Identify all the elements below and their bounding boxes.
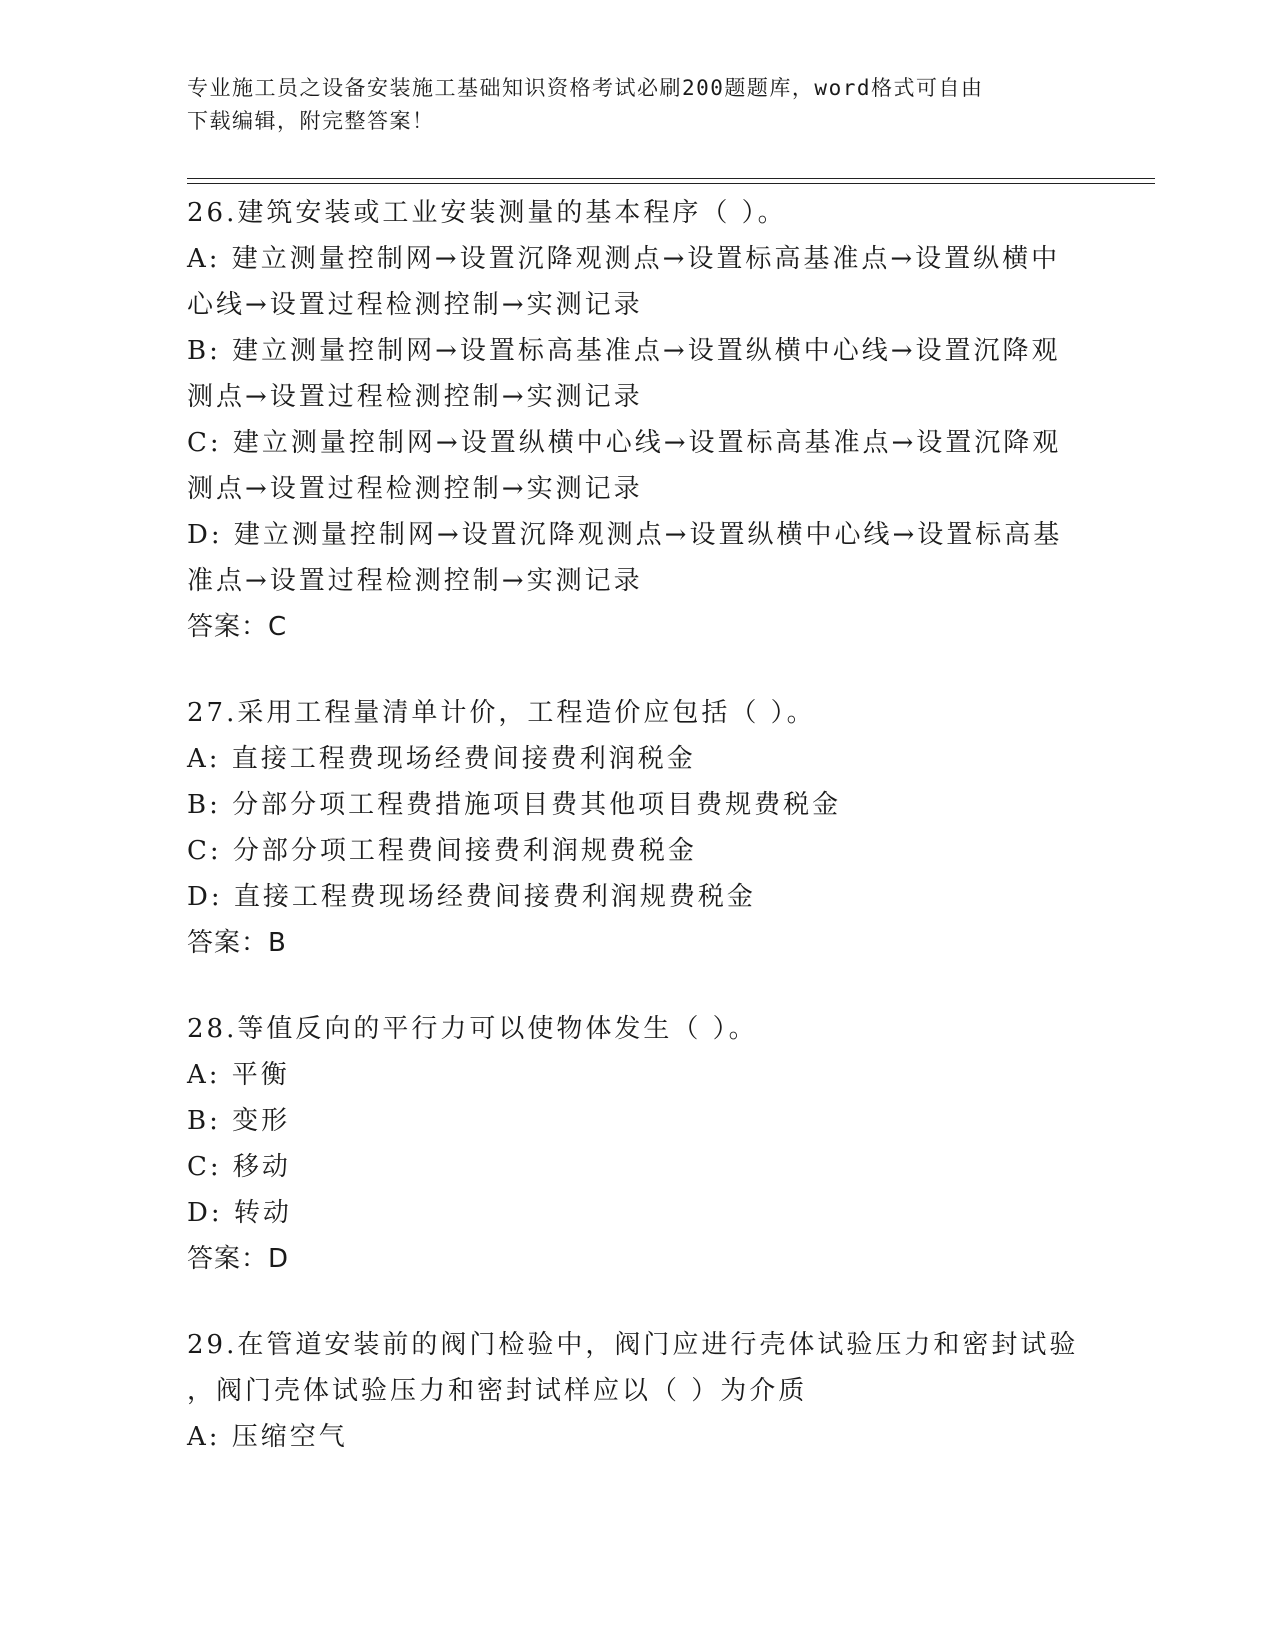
question-stem: 27.采用工程量清单计价，工程造价应包括（ ）。 — [187, 698, 816, 728]
option-line: A: 平衡 — [187, 1060, 290, 1090]
question-27 — [187, 690, 1087, 966]
option-line: A: 压缩空气 — [187, 1422, 348, 1452]
document-header — [187, 72, 1067, 138]
answer-line: 答案：B — [187, 928, 287, 958]
option-line: D: 转动 — [187, 1198, 292, 1228]
header-line-2: 下载编辑，附完整答案！ — [187, 109, 435, 133]
header-divider-top — [187, 178, 1155, 179]
question-stem: 28.等值反向的平行力可以使物体发生（ ）。 — [187, 1014, 758, 1044]
option-line: D: 建立测量控制网→设置沉降观测点→设置纵横中心线→设置标高基 — [187, 520, 1063, 550]
header-divider-bottom — [187, 183, 1155, 184]
question-26 — [187, 190, 1087, 650]
option-line: C: 分部分项工程费间接费利润规费税金 — [187, 836, 697, 866]
option-line: 测点→设置过程检测控制→实测记录 — [187, 382, 643, 412]
header-line-1: 专业施工员之设备安装施工基础知识资格考试必刷200题题库，word格式可自由 — [187, 76, 984, 100]
answer-line: 答案：C — [187, 612, 288, 642]
option-line: D: 直接工程费现场经费间接费利润规费税金 — [187, 882, 756, 912]
option-line: A: 建立测量控制网→设置沉降观测点→设置标高基准点→设置纵横中 — [187, 244, 1061, 274]
option-line: C: 移动 — [187, 1152, 291, 1182]
question-29 — [187, 1322, 1087, 1460]
question-28 — [187, 1006, 1087, 1282]
option-line: B: 变形 — [187, 1106, 291, 1136]
option-line: B: 分部分项工程费措施项目费其他项目费规费税金 — [187, 790, 842, 820]
option-line: A: 直接工程费现场经费间接费利润税金 — [187, 744, 696, 774]
question-stem: 29.在管道安装前的阀门检验中，阀门应进行壳体试验压力和密封试验 — [187, 1330, 1079, 1360]
option-line: C: 建立测量控制网→设置纵横中心线→设置标高基准点→设置沉降观 — [187, 428, 1062, 458]
option-line: B: 建立测量控制网→设置标高基准点→设置纵横中心线→设置沉降观 — [187, 336, 1061, 366]
question-stem-continued: ，阀门壳体试验压力和密封试样应以（ ）为介质 — [187, 1376, 808, 1406]
option-line: 心线→设置过程检测控制→实测记录 — [187, 290, 643, 320]
option-line: 准点→设置过程检测控制→实测记录 — [187, 566, 643, 596]
answer-line: 答案：D — [187, 1244, 290, 1274]
question-list — [187, 190, 1087, 1460]
option-line: 测点→设置过程检测控制→实测记录 — [187, 474, 643, 504]
question-stem: 26.建筑安装或工业安装测量的基本程序（ ）。 — [187, 198, 787, 228]
